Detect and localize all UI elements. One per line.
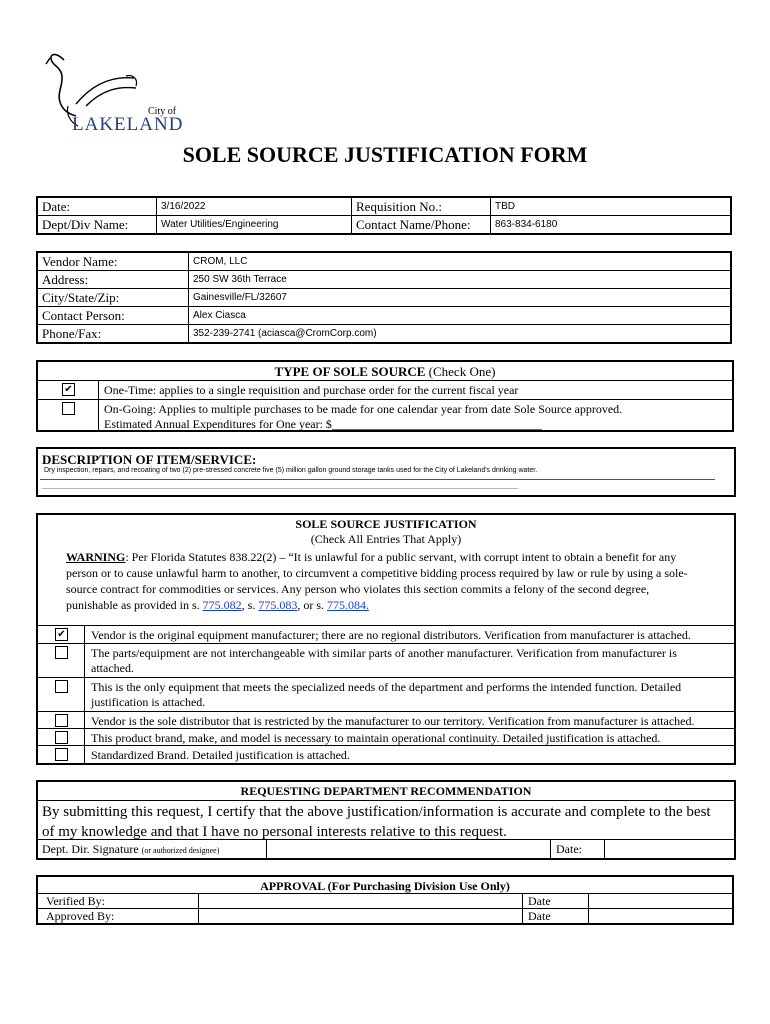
signature-label-group xyxy=(42,842,219,857)
date-field[interactable]: 3/16/2022 xyxy=(157,197,352,216)
phone-fax-field[interactable]: 352-239-2741 (aciasca@CromCorp.com) xyxy=(189,325,732,344)
divider xyxy=(198,893,199,923)
verified-by-label: Verified By: xyxy=(46,894,105,908)
description-blank-line: _______________________________________________________________________________________________________________________ xyxy=(42,481,518,490)
approved-by-label: Approved By: xyxy=(46,909,115,923)
justification-section xyxy=(36,513,736,765)
approved-by-field[interactable] xyxy=(200,909,520,923)
operational-continuity-text: This product brand, make, and model is necessary to maintain operational continuity. Detailed justification is attached. xyxy=(91,731,661,745)
recommendation-title: REQUESTING DEPARTMENT RECOMMENDATION xyxy=(240,784,532,798)
on-going-text-1: On-Going: Applies to multiple purchases to be made for one calendar year from date Sole Source approved. xyxy=(104,402,623,416)
only-equipment-text-1: This is the only equipment that meets the specialized needs of the department and performs the intended function. Detailed xyxy=(91,680,682,694)
warning-line: punishable as provided in s. xyxy=(66,598,203,612)
description-section xyxy=(36,447,736,497)
sole-distributor-checkbox[interactable] xyxy=(55,714,68,727)
type-header xyxy=(38,364,732,380)
on-going-checkbox[interactable] xyxy=(62,402,75,415)
one-time-text: One-Time: applies to a single requisition and purchase order for the current fiscal year xyxy=(104,383,519,397)
verified-date-field[interactable] xyxy=(590,894,730,908)
logo-lakeland: LAKELAND xyxy=(72,114,184,135)
divider xyxy=(38,643,734,644)
divider xyxy=(266,839,267,858)
divider xyxy=(550,839,551,858)
requisition-label: Requisition No.: xyxy=(352,197,491,216)
city-state-zip-label: City/State/Zip: xyxy=(37,289,189,307)
contact-label: Contact Name/Phone: xyxy=(352,216,491,235)
form-title: SOLE SOURCE JUSTIFICATION FORM xyxy=(182,142,588,167)
signature-field[interactable] xyxy=(268,840,548,857)
certification-text xyxy=(42,802,732,842)
type-section xyxy=(36,360,734,432)
dept-label: Dept/Div Name: xyxy=(37,216,157,235)
contact-field[interactable]: 863-834-6180 xyxy=(491,216,732,235)
only-equipment-checkbox[interactable] xyxy=(55,680,68,693)
statute-link-775-083[interactable]: 775.083 xyxy=(258,598,298,612)
signature-label: Dept. Dir. Signature xyxy=(42,842,139,856)
warning-paragraph xyxy=(66,549,732,613)
divider xyxy=(38,625,734,626)
divider xyxy=(38,800,734,801)
divider xyxy=(38,399,732,400)
standardized-brand-checkbox[interactable] xyxy=(55,748,68,761)
city-logo xyxy=(42,46,192,138)
oem-text: Vendor is the original equipment manufacturer; there are no regional distributors. Verification from manufacturer is attached. xyxy=(91,628,691,642)
warning-label: WARNING xyxy=(66,550,126,564)
not-interchangeable-text-1: The parts/equipment are not interchangeable with similar parts of another manufacturer. Verification from manufacturer is xyxy=(91,646,677,660)
only-equipment-text-2: justification is attached. xyxy=(91,695,206,709)
justification-title: SOLE SOURCE JUSTIFICATION xyxy=(295,517,477,531)
approved-date-field[interactable] xyxy=(590,909,730,923)
divider xyxy=(98,380,99,430)
warning-line: source contract for commodities or services. Any person who violates this section commits a felony of the second degree, xyxy=(66,582,650,596)
description-title: DESCRIPTION OF ITEM/SERVICE: xyxy=(42,452,257,467)
approval-section xyxy=(36,875,734,925)
contact-person-label: Contact Person: xyxy=(37,307,189,325)
type-title: TYPE OF SOLE SOURCE xyxy=(274,364,426,379)
vendor-table xyxy=(36,251,732,344)
on-going-text-2: Estimated Annual Expenditures for One year: $___________________________________ xyxy=(104,417,542,431)
verified-date-label: Date xyxy=(528,894,551,908)
recommendation-date-label: Date: xyxy=(556,842,582,856)
justification-subtitle: (Check All Entries That Apply) xyxy=(310,532,462,546)
divider xyxy=(38,380,732,381)
vendor-name-field[interactable]: CROM, LLC xyxy=(189,252,732,271)
address-label: Address: xyxy=(37,271,189,289)
vendor-name-label: Vendor Name: xyxy=(37,252,189,271)
certification-line: By submitting this request, I certify that the above justification/information is accurate and complete to the best xyxy=(42,804,711,820)
warning-line: : Per Florida Statutes 838.22(2) – “It is unlawful for a public servant, with corrupt intent to obtain a benefit for any xyxy=(125,550,677,564)
warning-line: , s. xyxy=(241,598,259,612)
oem-checkbox[interactable]: ✔ xyxy=(55,628,68,641)
divider xyxy=(38,677,734,678)
not-interchangeable-checkbox[interactable] xyxy=(55,646,68,659)
not-interchangeable-text-2: attached. xyxy=(91,661,134,675)
requisition-field[interactable]: TBD xyxy=(491,197,732,216)
divider xyxy=(38,728,734,729)
certification-line: of my knowledge and that I have no personal interests relative to this request. xyxy=(42,824,507,840)
statute-link-775-082[interactable]: 775.082 xyxy=(202,598,242,612)
city-state-zip-field[interactable]: Gainesville/FL/32607 xyxy=(189,289,732,307)
standardized-brand-text: Standardized Brand. Detailed justification is attached. xyxy=(91,748,350,762)
divider xyxy=(84,625,85,763)
verified-by-field[interactable] xyxy=(200,894,520,908)
one-time-checkbox[interactable]: ✔ xyxy=(62,383,75,396)
divider xyxy=(604,839,605,858)
divider xyxy=(38,745,734,746)
warning-line: person or to cause unlawful harm to another, to circumvent a competitive bidding process required by law or rule by using a sole- xyxy=(66,566,688,580)
divider xyxy=(38,711,734,712)
type-subtitle: (Check One) xyxy=(428,364,496,379)
statute-link-775-084[interactable]: 775.084. xyxy=(327,598,369,612)
contact-person-field[interactable]: Alex Ciasca xyxy=(189,307,732,325)
sole-distributor-text: Vendor is the sole distributor that is restricted by the manufacturer to our territory. Verification from manufacturer is attached. xyxy=(91,714,695,728)
phone-fax-label: Phone/Fax: xyxy=(37,325,189,344)
description-text[interactable]: Dry inspection, repairs, and recoating of two (2) pre-stressed concrete five (5) million gallon ground storage tanks used for the City of Lakeland's drinking water. xyxy=(44,467,538,474)
signature-note: (or authorized designee) xyxy=(141,846,220,855)
description-underline xyxy=(40,479,715,480)
recommendation-date-field[interactable] xyxy=(606,840,732,857)
address-field[interactable]: 250 SW 36th Terrace xyxy=(189,271,732,289)
recommendation-section xyxy=(36,780,736,860)
divider xyxy=(588,893,589,923)
warning-line: , or s. xyxy=(297,598,327,612)
operational-continuity-checkbox[interactable] xyxy=(55,731,68,744)
logo-city-of: City of xyxy=(148,106,177,117)
header-table xyxy=(36,196,732,235)
dept-field[interactable]: Water Utilities/Engineering xyxy=(157,216,352,235)
divider xyxy=(522,893,523,923)
approved-date-label: Date xyxy=(528,909,551,923)
date-label: Date: xyxy=(37,197,157,216)
approval-title: APPROVAL (For Purchasing Division Use Only) xyxy=(260,879,510,893)
